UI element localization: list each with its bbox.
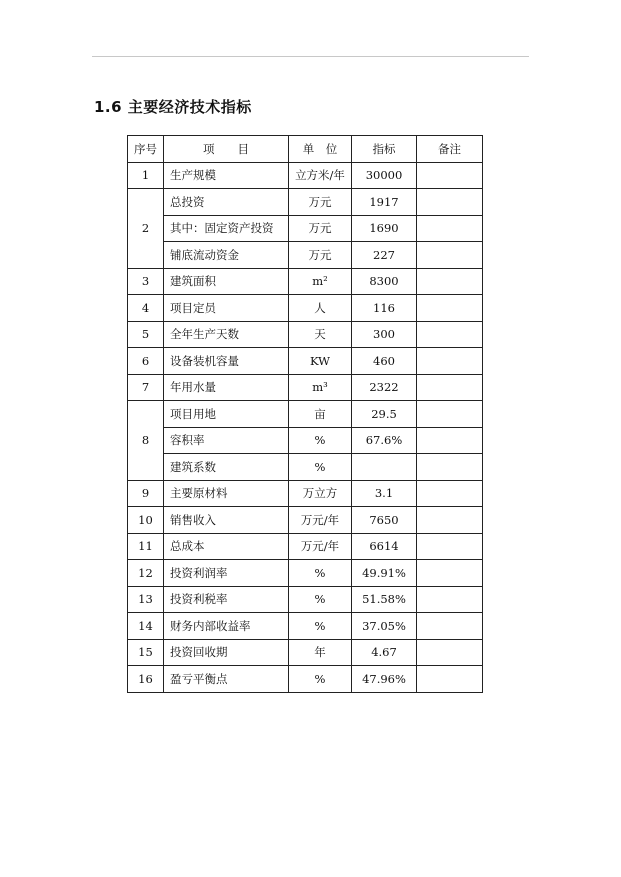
- row-value: 30000: [352, 162, 417, 189]
- row-no: 3: [128, 268, 164, 295]
- row-item-name: 设备装机容量: [164, 348, 289, 375]
- row-no: 8: [128, 401, 164, 481]
- row-unit: m³: [289, 374, 352, 401]
- row-note: [417, 162, 483, 189]
- row-unit: 万立方: [289, 480, 352, 507]
- table-row: [128, 586, 483, 613]
- row-value: 227: [352, 242, 417, 269]
- table-row: [128, 215, 483, 242]
- row-no: 12: [128, 560, 164, 587]
- header-cell-no: 序号: [128, 136, 164, 163]
- row-no: 1: [128, 162, 164, 189]
- row-unit: 万元: [289, 189, 352, 216]
- row-unit: 立方米/年: [289, 162, 352, 189]
- row-no: 10: [128, 507, 164, 534]
- table-row: [128, 401, 483, 428]
- table-row: [128, 480, 483, 507]
- row-note: [417, 401, 483, 428]
- row-item-name: 生产规模: [164, 162, 289, 189]
- row-note: [417, 586, 483, 613]
- row-value: 51.58%: [352, 586, 417, 613]
- row-no: 16: [128, 666, 164, 693]
- table-row: [128, 162, 483, 189]
- row-no: 2: [128, 189, 164, 269]
- table-row: [128, 507, 483, 534]
- row-no: 14: [128, 613, 164, 640]
- row-no: 9: [128, 480, 164, 507]
- table-row: [128, 374, 483, 401]
- row-unit: 亩: [289, 401, 352, 428]
- row-item-name: 投资利税率: [164, 586, 289, 613]
- row-unit: 人: [289, 295, 352, 322]
- table-row: [128, 348, 483, 375]
- row-note: [417, 533, 483, 560]
- table-row: [128, 666, 483, 693]
- row-value: 6614: [352, 533, 417, 560]
- row-note: [417, 639, 483, 666]
- row-note: [417, 560, 483, 587]
- row-item-name: 其中：固定资产投资: [164, 215, 289, 242]
- row-no: 15: [128, 639, 164, 666]
- row-note: [417, 321, 483, 348]
- row-value: 47.96%: [352, 666, 417, 693]
- row-item-name: 总成本: [164, 533, 289, 560]
- row-item-name: 项目用地: [164, 401, 289, 428]
- row-value: 29.5: [352, 401, 417, 428]
- header-cell-item: 项 目: [164, 136, 289, 163]
- row-value: 37.05%: [352, 613, 417, 640]
- row-value: 4.67: [352, 639, 417, 666]
- row-item-name: 建筑系数: [164, 454, 289, 481]
- row-unit: %: [289, 586, 352, 613]
- table-header-row: [128, 136, 483, 163]
- row-unit: %: [289, 454, 352, 481]
- row-no: 5: [128, 321, 164, 348]
- row-unit: %: [289, 427, 352, 454]
- row-value: 116: [352, 295, 417, 322]
- row-note: [417, 189, 483, 216]
- table-row: [128, 639, 483, 666]
- row-value: 8300: [352, 268, 417, 295]
- row-item-name: 项目定员: [164, 295, 289, 322]
- row-unit: 万元/年: [289, 507, 352, 534]
- row-no: 4: [128, 295, 164, 322]
- table-row: [128, 242, 483, 269]
- row-item-name: 容积率: [164, 427, 289, 454]
- row-value: 67.6%: [352, 427, 417, 454]
- row-value: 300: [352, 321, 417, 348]
- header-cell-unit: 单 位: [289, 136, 352, 163]
- row-item-name: 建筑面积: [164, 268, 289, 295]
- row-value: [352, 454, 417, 481]
- row-note: [417, 427, 483, 454]
- row-value: 2322: [352, 374, 417, 401]
- table-row: [128, 454, 483, 481]
- row-item-name: 主要原材料: [164, 480, 289, 507]
- row-item-name: 财务内部收益率: [164, 613, 289, 640]
- row-item-name: 投资回收期: [164, 639, 289, 666]
- row-item-name: 铺底流动资金: [164, 242, 289, 269]
- row-item-name: 投资利润率: [164, 560, 289, 587]
- row-unit: %: [289, 666, 352, 693]
- section-heading: 1.6 主要经济技术指标: [94, 98, 252, 116]
- row-unit: 年: [289, 639, 352, 666]
- row-item-name: 总投资: [164, 189, 289, 216]
- table-row: [128, 533, 483, 560]
- row-note: [417, 480, 483, 507]
- header-rule: [92, 56, 529, 57]
- row-no: 7: [128, 374, 164, 401]
- row-value: 1917: [352, 189, 417, 216]
- header-cell-value: 指标: [352, 136, 417, 163]
- row-note: [417, 348, 483, 375]
- row-unit: 万元: [289, 215, 352, 242]
- row-value: 3.1: [352, 480, 417, 507]
- table-row: [128, 268, 483, 295]
- row-note: [417, 215, 483, 242]
- row-value: 7650: [352, 507, 417, 534]
- row-note: [417, 454, 483, 481]
- row-note: [417, 507, 483, 534]
- row-unit: KW: [289, 348, 352, 375]
- table-row: [128, 189, 483, 216]
- table-row: [128, 295, 483, 322]
- economic-indicators-table: [127, 135, 483, 693]
- table-row: [128, 427, 483, 454]
- row-note: [417, 374, 483, 401]
- row-note: [417, 268, 483, 295]
- row-note: [417, 295, 483, 322]
- row-note: [417, 613, 483, 640]
- row-unit: %: [289, 560, 352, 587]
- row-note: [417, 666, 483, 693]
- row-no: 13: [128, 586, 164, 613]
- row-unit: 天: [289, 321, 352, 348]
- table-row: [128, 613, 483, 640]
- row-value: 460: [352, 348, 417, 375]
- row-item-name: 销售收入: [164, 507, 289, 534]
- row-no: 6: [128, 348, 164, 375]
- row-item-name: 全年生产天数: [164, 321, 289, 348]
- row-note: [417, 242, 483, 269]
- row-unit: 万元/年: [289, 533, 352, 560]
- row-unit: 万元: [289, 242, 352, 269]
- row-value: 1690: [352, 215, 417, 242]
- row-value: 49.91%: [352, 560, 417, 587]
- header-cell-note: 备注: [417, 136, 483, 163]
- table-row: [128, 321, 483, 348]
- table-row: [128, 560, 483, 587]
- row-unit: m²: [289, 268, 352, 295]
- row-unit: %: [289, 613, 352, 640]
- row-item-name: 盈亏平衡点: [164, 666, 289, 693]
- row-no: 11: [128, 533, 164, 560]
- row-item-name: 年用水量: [164, 374, 289, 401]
